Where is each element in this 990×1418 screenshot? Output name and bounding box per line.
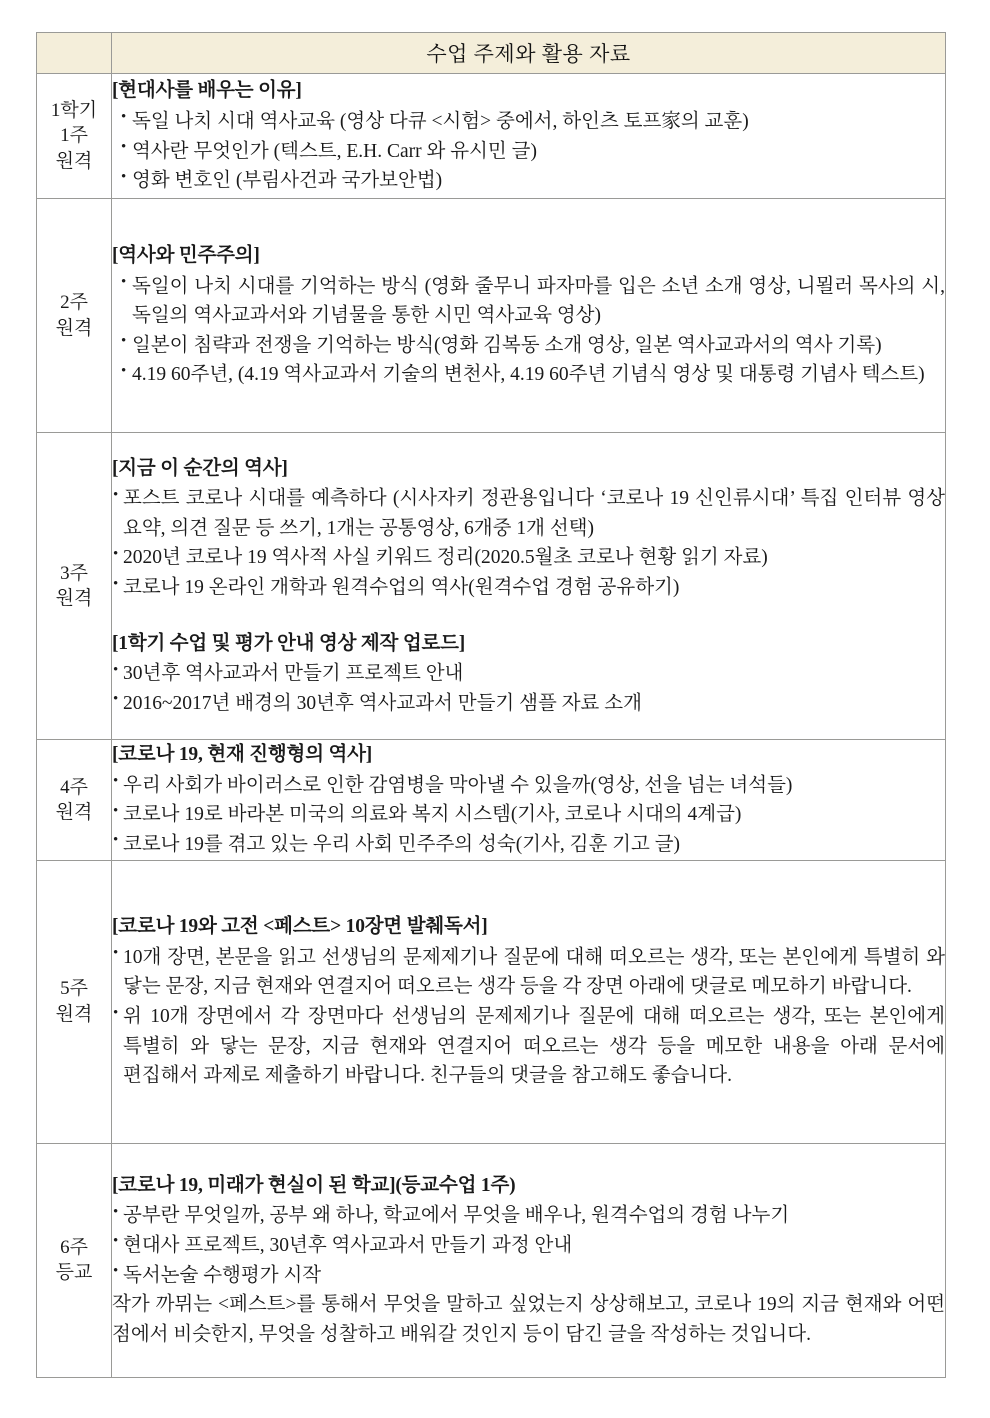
table-body (37, 74, 946, 1378)
bullet-item: • 2020년 코로나 19 역사적 사실 키워드 정리(2020.5월초 코로나 현황 읽기 자료) (112, 543, 945, 573)
bullet-item: • 2016~2017년 배경의 30년후 역사교과서 만들기 샘플 자료 소개 (112, 689, 945, 719)
block-title: [1학기 수업 및 평가 안내 영상 제작 업로드] (112, 632, 466, 654)
bullet-item: • 일본이 침략과 전쟁을 기억하는 방식(영화 김복동 소개 영상, 일본 역사교과서의 역사 기록) (112, 331, 945, 361)
topic-content-cell (112, 1143, 946, 1377)
week-label-line: 원격 (55, 588, 93, 609)
block-title: [지금 이 순간의 역사] (112, 457, 288, 479)
bullet-item: • 포스트 코로나 시대를 예측하다 (시사자키 정관용입니다 ‘코로나 19 신인류시대’ 특집 인터뷰 영상 요약, 의견 질문 등 쓰기, 1개는 공통영상, 6개중 1개 선택) (112, 484, 945, 543)
block-title: [현대사를 배우는 이유] (112, 80, 302, 102)
block-title: [코로나 19, 현재 진행형의 역사] (112, 744, 373, 765)
topic-content-cell (112, 433, 946, 740)
topic-column-header: 수업 주제와 활용 자료 (112, 33, 946, 74)
content-block (112, 740, 945, 860)
week-label-cell (37, 1143, 112, 1377)
block-title: [코로나 19와 고전 <페스트> 10장면 발췌독서] (112, 916, 488, 938)
bullet-item: • 독일 나치 시대 역사교육 (영상 다큐 <시험> 중에서, 하인츠 토프家의 교훈) (112, 107, 945, 137)
content-block (112, 912, 945, 1091)
content-block (112, 629, 945, 719)
week-label-line: 6주 (60, 1236, 88, 1258)
block-title: [역사와 민주주의] (112, 244, 260, 266)
table-row (37, 860, 946, 1143)
topic-content-cell (112, 740, 946, 861)
table-row (37, 740, 946, 861)
topic-content-cell (112, 74, 946, 199)
topic-content-cell (112, 199, 946, 433)
bullet-list (112, 272, 945, 391)
week-label-line: 원격 (55, 150, 93, 172)
content-block (112, 241, 945, 390)
week-label-cell (37, 199, 112, 433)
bullet-item: • 공부란 무엇일까, 공부 왜 하나, 학교에서 무엇을 배우나, 원격수업의 경험 나누기 (112, 1201, 945, 1231)
week-label-cell (37, 740, 112, 861)
content-block (112, 1171, 945, 1350)
week-label-line: 원격 (55, 1003, 93, 1025)
bullet-list (112, 943, 945, 1091)
bullet-item: • 역사란 무엇인가 (텍스트, E.H. Carr 와 유시민 글) (112, 137, 945, 167)
week-label-line: 원격 (55, 801, 93, 823)
week-label-line: 5주 (60, 978, 88, 1000)
week-label-line: 2주 (60, 292, 88, 314)
block-title: [코로나 19, 미래가 현실이 된 학교](등교수업 1주) (112, 1174, 516, 1196)
bullet-list (112, 771, 945, 860)
table-row (37, 74, 946, 199)
content-paragraph: 작가 까뮈는 <페스트>를 통해서 무엇을 말하고 싶었는지 상상해보고, 코로나 19의 지금 현재와 어떤 점에서 비슷한지, 무엇을 성찰하고 배워갈 것인지 등이 담긴 글을 작성하는 것입니다. (112, 1294, 945, 1345)
content-block (112, 454, 945, 603)
table-row (37, 199, 946, 433)
table-header (37, 33, 946, 74)
bullet-list (112, 1201, 945, 1290)
header-row (37, 33, 946, 74)
bullet-list (112, 107, 945, 196)
week-label-line: 원격 (55, 317, 93, 339)
week-label-line: 1학기 (50, 100, 98, 122)
bullet-item: • 위 10개 장면에서 각 장면마다 선생님의 문제제기나 질문에 대해 떠오르는 생각, 또는 본인에게 특별히 와 닿는 문장, 지금 현재와 연결지어 떠오르는 생각 등을 메모한 내용을 아래 문서에 편집해서 과제로 제출하기 바랍니다. 친구들의 댓글을 참고해도 좋습니다. (112, 1002, 945, 1091)
bullet-item: • 독일이 나치 시대를 기억하는 방식 (영화 줄무니 파자마를 입은 소년 소개 영상, 니묄러 목사의 시, 독일의 역사교과서와 기념물을 통한 시민 역사교육 영상) (112, 272, 945, 331)
bullet-item: • 4.19 60주년, (4.19 역사교과서 기술의 변천사, 4.19 60주년 기념식 영상 및 대통령 기념사 텍스트) (112, 360, 945, 390)
bullet-item: • 30년후 역사교과서 만들기 프로젝트 안내 (112, 659, 945, 689)
bullet-item: • 코로나 19를 겪고 있는 우리 사회 민주주의 성숙(기사, 김훈 기고 글) (112, 830, 945, 860)
week-column-header (37, 33, 112, 74)
bullet-item: • 우리 사회가 바이러스로 인한 감염병을 막아낼 수 있을까(영상, 선을 넘는 녀석들) (112, 771, 945, 801)
syllabus-table (36, 32, 946, 1378)
week-label-line: 3주 (60, 562, 88, 584)
bullet-item: • 코로나 19로 바라본 미국의 의료와 복지 시스템(기사, 코로나 시대의 4계급) (112, 800, 945, 830)
bullet-list (112, 659, 945, 718)
week-label-line: 4주 (60, 776, 88, 798)
week-label-line: 1주 (60, 125, 88, 147)
bullet-item: • 코로나 19 온라인 개학과 원격수업의 역사(원격수업 경험 공유하기) (112, 573, 945, 603)
topic-content-cell (112, 860, 946, 1143)
bullet-item: • 영화 변호인 (부림사건과 국가보안법) (112, 166, 945, 196)
week-label-line: 등교 (55, 1262, 93, 1283)
bullet-item: • 현대사 프로젝트, 30년후 역사교과서 만들기 과정 안내 (112, 1231, 945, 1261)
bullet-item: • 10개 장면, 본문을 읽고 선생님의 문제제기나 질문에 대해 떠오르는 생각, 또는 본인에게 특별히 와 닿는 문장, 지금 현재와 연결지어 떠오르는 생각 등을 각 장면 아래에 댓글로 메모하기 바랍니다. (112, 943, 945, 1002)
table-row (37, 433, 946, 740)
week-label-cell (37, 860, 112, 1143)
table-row (37, 1143, 946, 1377)
week-label-cell (37, 74, 112, 199)
content-block (112, 76, 945, 196)
bullet-item: • 독서논술 수행평가 시작 (112, 1261, 945, 1291)
week-label-cell (37, 433, 112, 740)
bullet-list (112, 484, 945, 603)
